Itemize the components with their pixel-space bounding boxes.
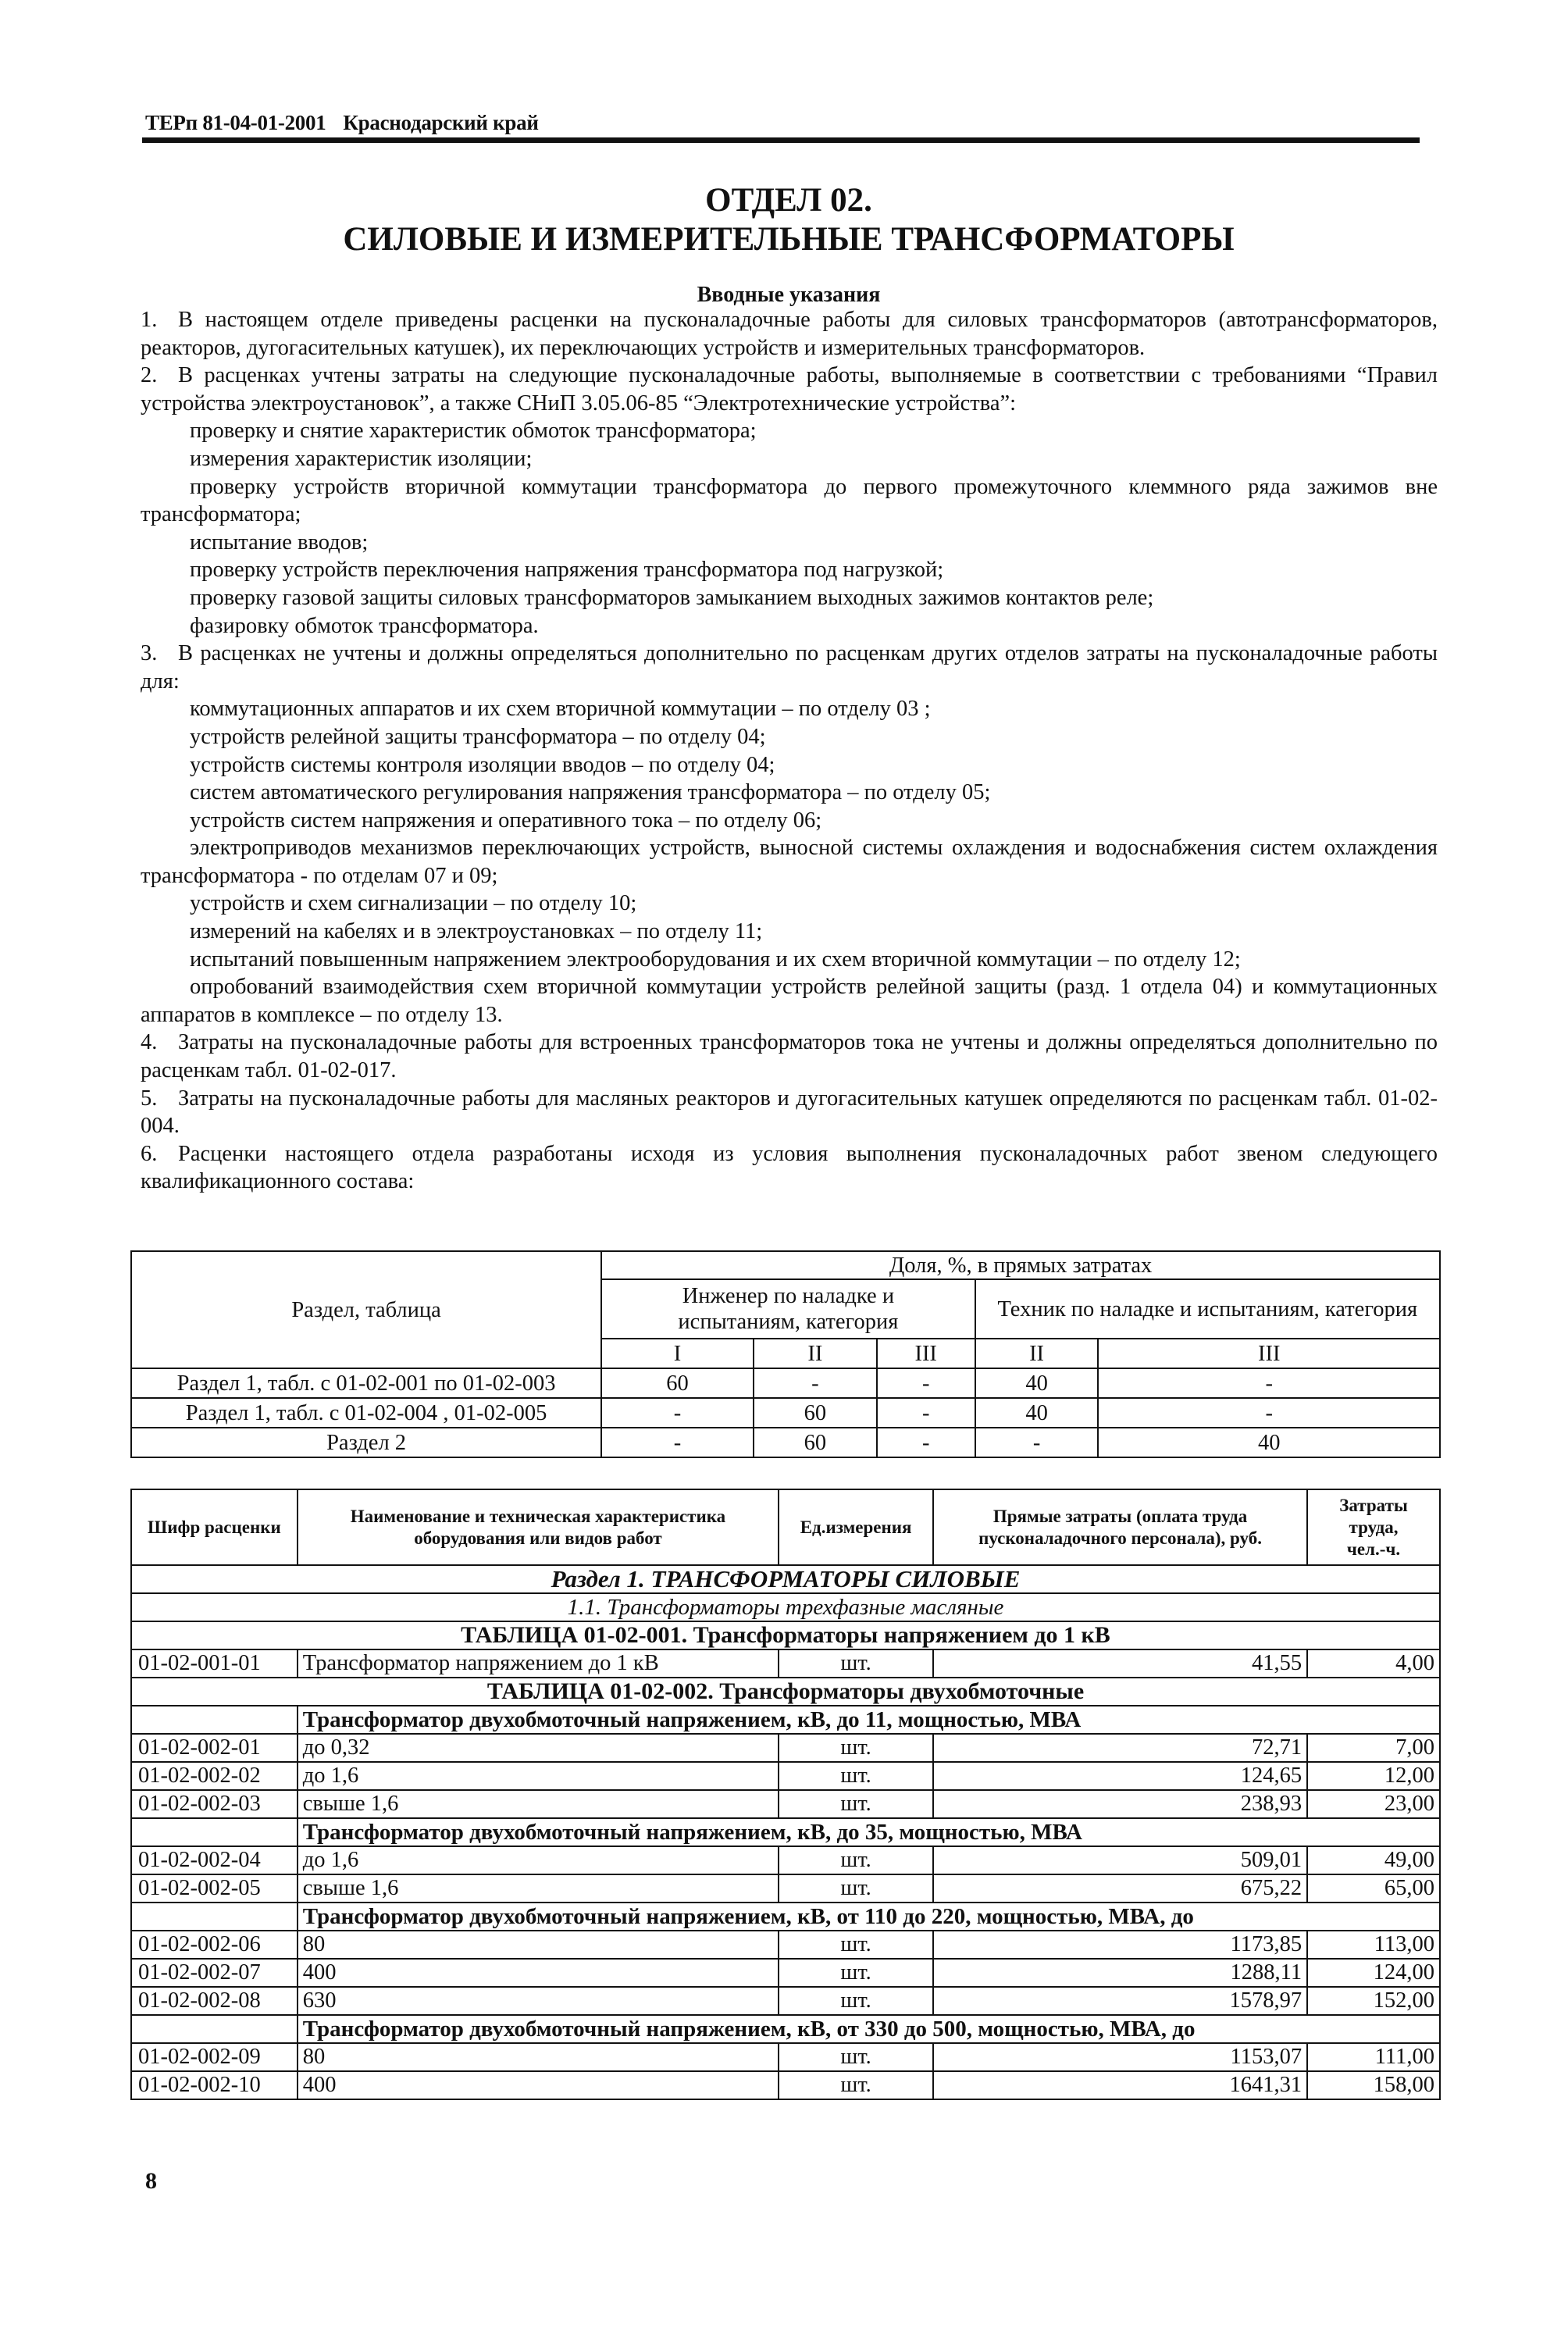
name-cell: 80 [298,2043,779,2071]
list-item: проверку устройств вторичной коммутации трансформатора до первого промежуточного клеммного ряда зажимов вне трансформатора; [141,474,1438,527]
value-cell: - [877,1428,975,1457]
intro-text [141,306,1438,1196]
labor-cell: 49,00 [1307,1846,1440,1874]
unit-cell: шт. [779,1959,933,1987]
value-cell: 60 [754,1398,877,1428]
section-cell: Раздел 2 [131,1428,601,1457]
labor-cell: 111,00 [1307,2043,1440,2071]
value-cell: - [601,1428,754,1457]
code-cell: 01-02-002-05 [131,1874,298,1903]
table-row [131,1398,1440,1428]
unit-cell: шт. [779,1734,933,1762]
list-item: испытаний повышенным напряжением электрооборудования и их схем вторичной коммутации – по отделу 12; [190,947,1241,972]
name-cell: 400 [298,2071,779,2099]
intro-heading: Вводные указания [697,283,881,307]
paragraph-number: 2. [141,363,158,388]
cost-cell: 41,55 [933,1649,1307,1678]
table-row [131,1762,1440,1790]
header-rule [142,137,1420,143]
labor-cell: 124,00 [1307,1959,1440,1987]
table-row [131,1959,1440,1987]
code-column-header: Шифр расценки [131,1489,298,1565]
running-header [145,111,539,135]
name-cell: 80 [298,1931,779,1959]
category-header: III [877,1339,975,1368]
document-region: Краснодарский край [343,111,539,134]
table-row [131,1649,1440,1678]
table-row [131,1734,1440,1762]
list-item: проверку и снятие характеристик обмоток трансформатора; [190,419,757,444]
section-cell: Раздел 1, табл. с 01-02-004 , 01-02-005 [131,1398,601,1428]
direct-costs-column-header: Прямые затраты (оплата труда пусконаладочного персонала), руб. [933,1489,1307,1565]
code-cell: 01-02-002-04 [131,1846,298,1874]
value-cell: 60 [754,1428,877,1457]
intro-paragraph-1 [141,306,1438,362]
code-cell: 01-02-002-02 [131,1762,298,1790]
name-cell: до 1,6 [298,1846,779,1874]
name-cell: 400 [298,1959,779,1987]
rates-table [130,1489,1441,2100]
empty-cell [131,1903,298,1931]
table-row [131,1874,1440,1903]
intro-paragraph-5 [141,1085,1438,1140]
list-item: устройств и схем сигнализации – по отделу 10; [190,891,637,916]
name-cell: свыше 1,6 [298,1790,779,1818]
paragraph-text: Расценки настоящего отдела разработаны исходя из условия выполнения пусконаладочных работ звеном следующего квалификационного состава: [141,1141,1438,1194]
table-heading-01-02-002: ТАБЛИЦА 01-02-002. Трансформаторы двухобмоточные [131,1678,1440,1706]
group-heading: Трансформатор двухобмоточный напряжением, кВ, до 35, мощностью, МВА [298,1818,1440,1846]
unit-cell: шт. [779,1649,933,1678]
list-item: устройств систем напряжения и оперативного тока – по отделу 06; [190,808,822,833]
value-cell: - [877,1368,975,1398]
value-cell: 40 [975,1398,1099,1428]
list-item: устройств релейной защиты трансформатора – по отделу 04; [190,724,766,749]
group-heading: Трансформатор двухобмоточный напряжением, кВ, от 330 до 500, мощностью, МВА, до [298,2015,1440,2043]
category-header: II [754,1339,877,1368]
group-heading: Трансформатор двухобмоточный напряжением, кВ, от 110 до 220, мощностью, МВА, до [298,1903,1440,1931]
code-cell: 01-02-001-01 [131,1649,298,1678]
code-cell: 01-02-002-10 [131,2071,298,2099]
value-cell: - [877,1398,975,1428]
table-row [131,1368,1440,1398]
category-header: III [1098,1339,1440,1368]
cost-cell: 1153,07 [933,2043,1307,2071]
intro-paragraph-3 [141,640,1438,695]
technician-header: Техник по наладке и испытаниям, категория [975,1279,1440,1339]
unit-cell: шт. [779,1931,933,1959]
cost-cell: 1173,85 [933,1931,1307,1959]
value-cell: 40 [1098,1428,1440,1457]
paragraph-text: Затраты на пусконаладочные работы для встроенных трансформаторов тока не учтены и должны определяться дополнительно по расценкам табл. 01-02-017. [141,1030,1438,1083]
labor-cell: 4,00 [1307,1649,1440,1678]
value-cell: - [1098,1368,1440,1398]
intro-paragraph-6 [141,1140,1438,1196]
labor-cell: 158,00 [1307,2071,1440,2099]
category-header: I [601,1339,754,1368]
document-code: ТЕРп 81-04-01-2001 [145,111,326,134]
unit-cell: шт. [779,2071,933,2099]
intro-paragraph-4 [141,1029,1438,1084]
code-cell: 01-02-002-03 [131,1790,298,1818]
empty-cell [131,1706,298,1734]
code-cell: 01-02-002-06 [131,1931,298,1959]
paragraph-text: В расценках не учтены и должны определяться дополнительно по расценкам других отделов затраты на пусконаладочные работы для: [141,641,1438,694]
paragraph-number: 5. [141,1086,158,1111]
labor-cell: 12,00 [1307,1762,1440,1790]
name-cell: Трансформатор напряжением до 1 кВ [298,1649,779,1678]
table-row [131,1931,1440,1959]
value-cell: - [975,1428,1099,1457]
labor-column-header: Затраты труда, чел.-ч. [1307,1489,1440,1565]
value-cell: - [601,1398,754,1428]
section-title: СИЛОВЫЕ И ИЗМЕРИТЕЛЬНЫЕ ТРАНСФОРМАТОРЫ [343,221,1235,258]
category-header: II [975,1339,1099,1368]
cost-cell: 1288,11 [933,1959,1307,1987]
table-row [131,1987,1440,2015]
list-item: проверку устройств переключения напряжения трансформатора под нагрузкой; [190,558,944,583]
section-cell: Раздел 1, табл. с 01-02-001 по 01-02-003 [131,1368,601,1398]
section-heading: Раздел 1. ТРАНСФОРМАТОРЫ СИЛОВЫЕ [131,1565,1440,1593]
code-cell: 01-02-002-07 [131,1959,298,1987]
list-item: испытание вводов; [190,530,369,555]
value-cell: 40 [975,1368,1099,1398]
code-cell: 01-02-002-01 [131,1734,298,1762]
labor-cell: 65,00 [1307,1874,1440,1903]
name-column-header: Наименование и техническая характеристика оборудования или видов работ [298,1489,779,1565]
labor-cell: 23,00 [1307,1790,1440,1818]
share-group-header: Доля, %, в прямых затратах [601,1251,1440,1279]
labor-cell: 7,00 [1307,1734,1440,1762]
cost-cell: 72,71 [933,1734,1307,1762]
empty-cell [131,1818,298,1846]
unit-cell: шт. [779,1790,933,1818]
group-heading: Трансформатор двухобмоточный напряжением, кВ, до 11, мощностью, МВА [298,1706,1440,1734]
list-item: устройств системы контроля изоляции вводов – по отделу 04; [190,752,775,777]
paragraph-number: 6. [141,1141,158,1166]
cost-cell: 1641,31 [933,2071,1307,2099]
name-cell: до 1,6 [298,1762,779,1790]
cost-cell: 124,65 [933,1762,1307,1790]
cost-cell: 238,93 [933,1790,1307,1818]
paragraph-text: В расценках учтены затраты на следующие пусконаладочные работы, выполняемые в соответствии с требованиями “Правил устройства электроустановок”, а также СНиП 3.05.06-85 “Электротехнические устройства”: [141,363,1438,415]
list-item: фазировку обмоток трансформатора. [190,613,539,638]
name-cell: 630 [298,1987,779,2015]
list-item: измерения характеристик изоляции; [190,446,533,471]
cost-cell: 675,22 [933,1874,1307,1903]
table-row [131,2043,1440,2071]
cost-cell: 509,01 [933,1846,1307,1874]
unit-cell: шт. [779,1987,933,2015]
name-cell: свыше 1,6 [298,1874,779,1903]
list-item: коммутационных аппаратов и их схем вторичной коммутации – по отделу 03 ; [190,697,931,722]
qualification-table [130,1250,1441,1458]
paragraph-number: 4. [141,1030,158,1055]
cost-cell: 1578,97 [933,1987,1307,2015]
section-number-title: ОТДЕЛ 02. [705,182,872,219]
unit-cell: шт. [779,1762,933,1790]
unit-cell: шт. [779,2043,933,2071]
subsection-heading: 1.1. Трансформаторы трехфазные масляные [131,1593,1440,1621]
empty-cell [131,2015,298,2043]
table-row [131,1790,1440,1818]
labor-cell: 152,00 [1307,1987,1440,2015]
section-column-header: Раздел, таблица [131,1251,601,1368]
table-heading-01-02-001: ТАБЛИЦА 01-02-001. Трансформаторы напряжением до 1 кВ [131,1621,1440,1649]
engineer-header: Инженер по наладке и испытаниям, категория [601,1279,975,1339]
table-row [131,2071,1440,2099]
name-cell: до 0,32 [298,1734,779,1762]
unit-column-header: Ед.измерения [779,1489,933,1565]
paragraph-number: 1. [141,308,158,332]
list-item: проверку газовой защиты силовых трансформаторов замыканием выходных зажимов контактов реле; [190,585,1154,610]
code-cell: 01-02-002-08 [131,1987,298,2015]
list-item: электроприводов механизмов переключающих устройств, выносной системы охлаждения и водоснабжения систем охлаждения трансформатора - по отделам 07 и 09; [141,836,1438,888]
value-cell: - [1098,1398,1440,1428]
paragraph-text: В настоящем отделе приведены расценки на пусконаладочные работы для силовых трансформаторов (автотрансформаторов, реакторов, дугогасительных катушек), их переключающих устройств и измерительных трансформаторов. [141,308,1438,360]
table-row [131,1846,1440,1874]
paragraph-number: 3. [141,641,158,666]
unit-cell: шт. [779,1874,933,1903]
labor-cell: 113,00 [1307,1931,1440,1959]
list-item: опробований взаимодействия схем вторичной коммутации устройств релейной защиты (разд. 1 отдела 04) и коммутационных аппаратов в комплексе – по отделу 13. [141,975,1438,1027]
list-item: измерений на кабелях и в электроустановках – по отделу 11; [190,919,763,944]
value-cell: 60 [601,1368,754,1398]
table-row [131,1428,1440,1457]
code-cell: 01-02-002-09 [131,2043,298,2071]
paragraph-text: Затраты на пусконаладочные работы для масляных реакторов и дугогасительных катушек определяются по расценкам табл. 01-02-004. [141,1086,1438,1139]
list-item: систем автоматического регулирования напряжения трансформатора – по отделу 05; [190,780,991,805]
page-number: 8 [145,2168,157,2194]
intro-paragraph-2 [141,362,1438,417]
value-cell: - [754,1368,877,1398]
unit-cell: шт. [779,1846,933,1874]
